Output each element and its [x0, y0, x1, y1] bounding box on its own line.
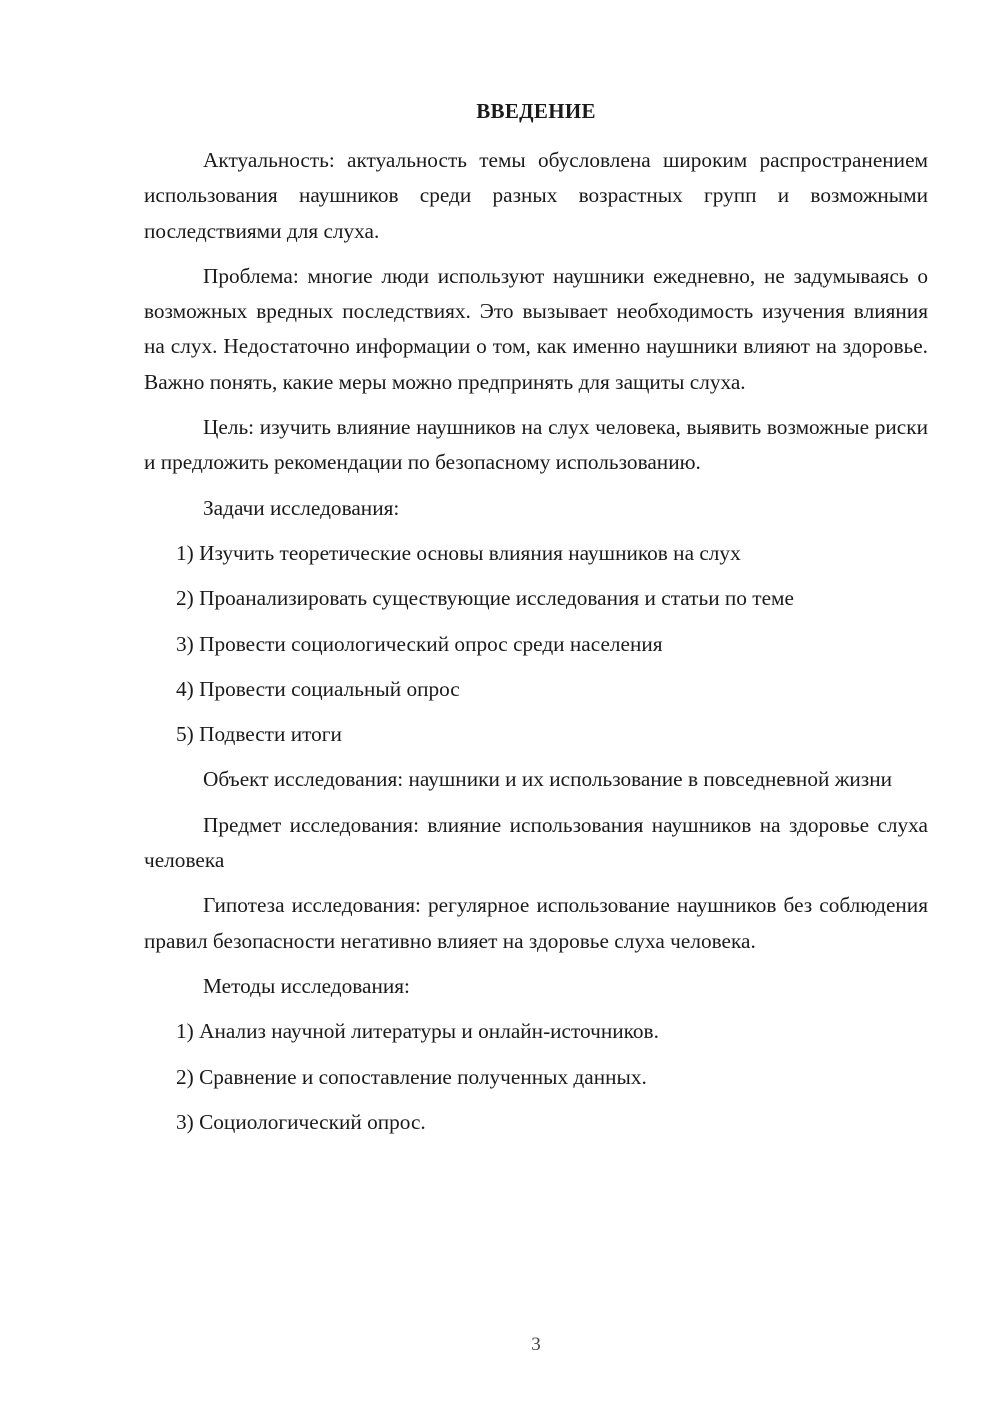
tasks-heading: Задачи исследования:	[203, 495, 400, 520]
paragraph-hypothesis: Гипотеза исследования: регулярное использование наушников без соблюдения правил безопасности негативно влияет на здоровье слуха человека.	[144, 893, 928, 953]
document-page	[144, 0, 928, 1414]
paragraph-problem: Проблема: многие люди используют наушники ежедневно, не задумываясь о возможных вредных последствиях. Это вызывает необходимость изучения влияния на слух. Недостаточно информации о том, как именно наушники влияют на здоровье. Важно понять, какие меры можно предпринять для защиты слуха.	[144, 263, 928, 394]
document-body	[144, 143, 928, 1150]
task-item: 2) Проанализировать существующие исследования и статьи по теме	[176, 586, 794, 611]
page-title: ВВЕДЕНИЕ	[476, 99, 596, 123]
paragraph-subject: Предмет исследования: влияние использования наушников на здоровье слуха человека	[144, 812, 928, 873]
page-number: 3	[531, 1334, 541, 1355]
paragraph-goal: Цель: изучить влияние наушников на слух человека, выявить возможные риски и предложить рекомендации по безопасному использованию.	[144, 415, 928, 475]
task-item: 5) Подвести итоги	[176, 722, 342, 747]
task-item: 1) Изучить теоретические основы влияния наушников на слух	[176, 540, 741, 565]
paragraph-relevance: Актуальность: актуальность темы обусловлена широким распространением использования наушников среди разных возрастных групп и возможными последствиями для слуха.	[144, 148, 928, 243]
paragraph-object: Объект исследования: наушники и их использование в повседневной жизни	[203, 767, 893, 792]
task-item: 3) Провести социологический опрос среди населения	[176, 631, 663, 656]
task-item: 4) Провести социальный опрос	[176, 676, 460, 701]
method-item: 1) Анализ научной литературы и онлайн-источников.	[176, 1019, 659, 1044]
method-item: 3) Социологический опрос.	[176, 1109, 426, 1134]
method-item: 2) Сравнение и сопоставление полученных данных.	[176, 1064, 647, 1089]
methods-heading: Методы исследования:	[203, 973, 410, 998]
